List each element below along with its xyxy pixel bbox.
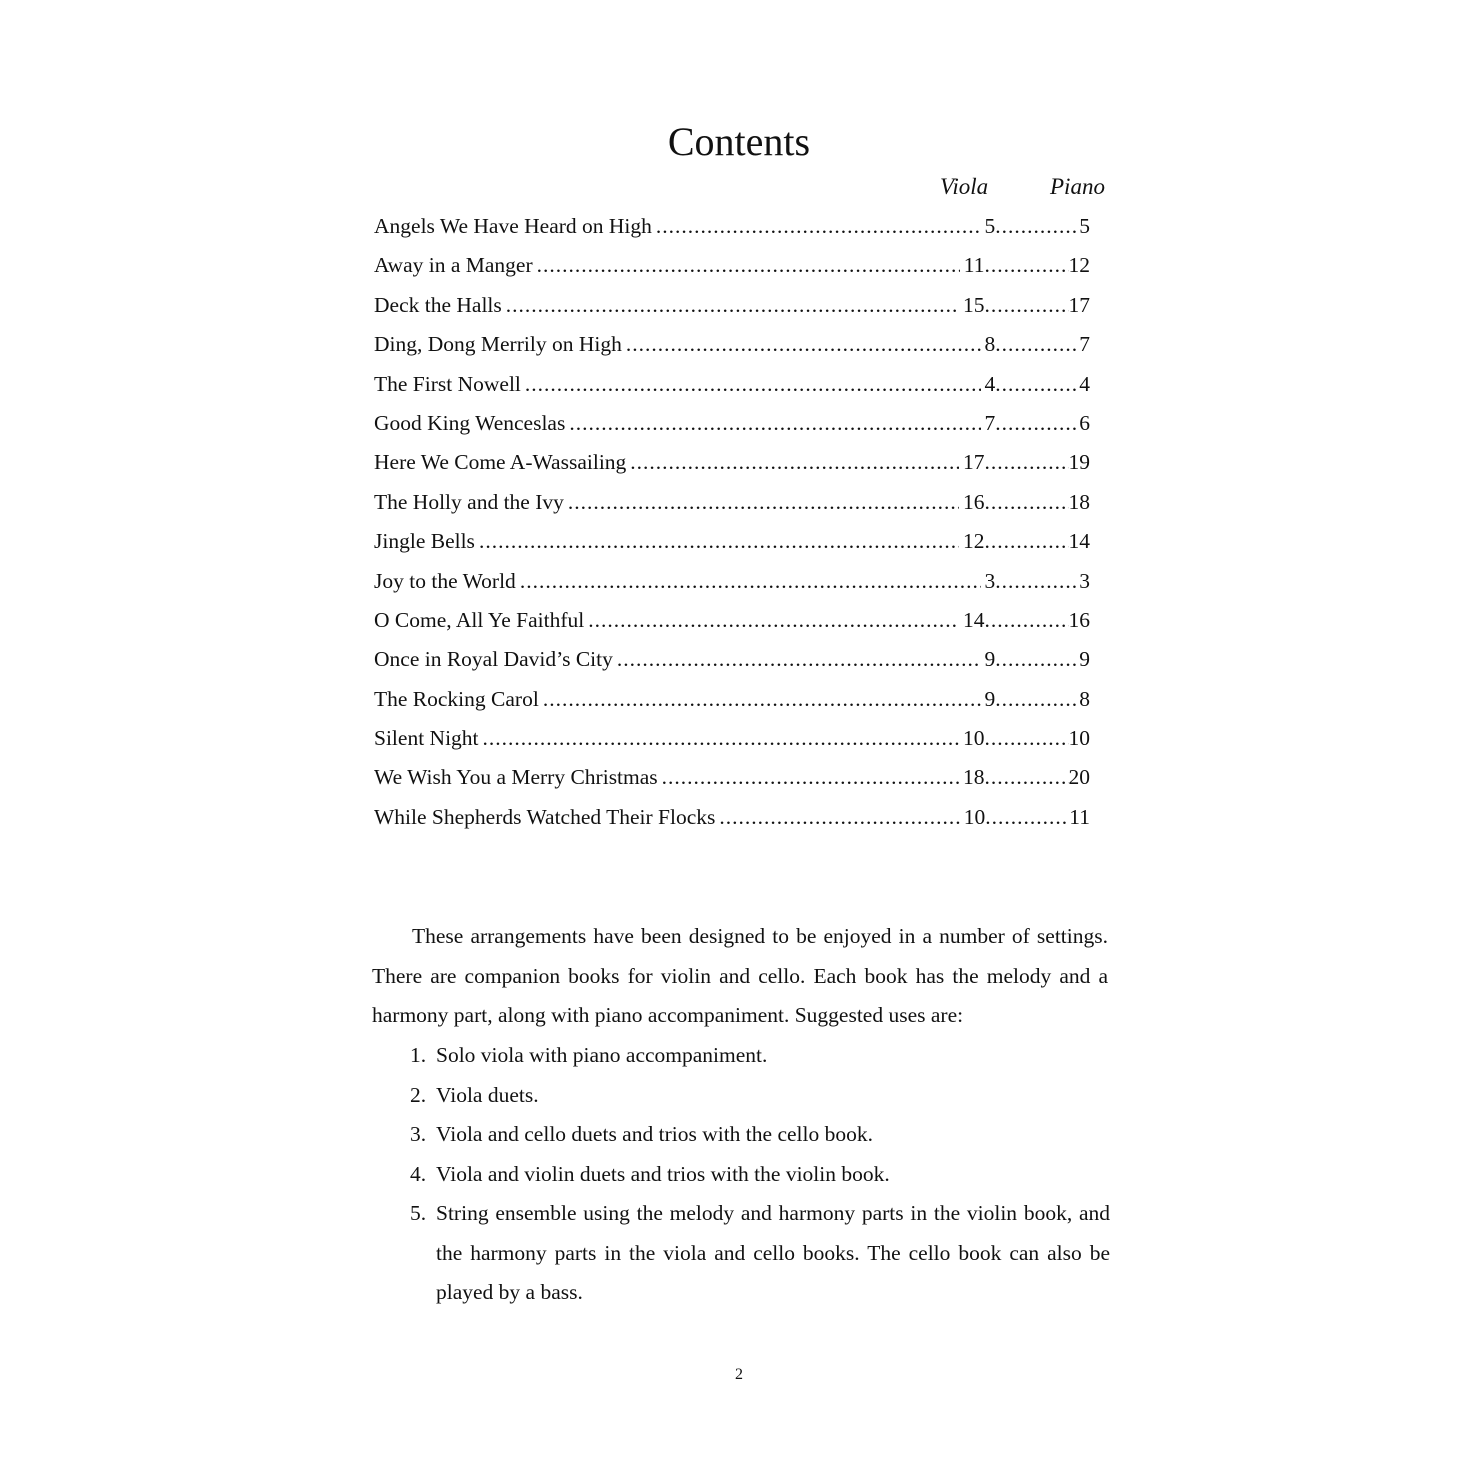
toc-piano-page: 6 — [1079, 410, 1090, 435]
toc-entry — [374, 247, 1090, 286]
toc-viola-page: 12 — [963, 529, 985, 554]
toc-piano-page: 18 — [1068, 489, 1090, 514]
toc-entry-title: The First Nowell — [374, 371, 521, 396]
list-item-text: Viola duets. — [436, 1082, 539, 1107]
page-number: 2 — [735, 1366, 743, 1383]
toc-viola-page: 3 — [984, 568, 996, 593]
toc-leader-dots — [656, 208, 981, 244]
toc-entry-title: Silent Night — [374, 726, 479, 751]
toc-entry-title: O Come, All Ye Faithful — [374, 607, 585, 632]
list-item-number: 4. — [410, 1161, 427, 1186]
toc-leader-dots — [588, 602, 959, 638]
toc-leader-dots — [995, 641, 1079, 677]
toc-leader-dots — [525, 366, 981, 402]
list-item-number: 5. — [410, 1201, 427, 1225]
toc-leader-dots — [995, 326, 1079, 362]
toc-viola-page: 17 — [963, 450, 985, 475]
toc-leader-dots — [985, 602, 1069, 638]
toc-entry — [374, 484, 1090, 523]
toc-piano-page: 20 — [1068, 765, 1090, 790]
toc-entry-title: The Holly and the Ivy — [374, 489, 564, 514]
toc-leader-dots — [995, 563, 1079, 599]
toc-entry — [374, 563, 1090, 602]
toc-entry-title: Good King Wenceslas — [374, 410, 566, 435]
toc-leader-dots — [537, 247, 960, 283]
toc-leader-dots — [985, 523, 1069, 559]
toc-entry — [374, 602, 1090, 641]
list-item-text: Viola and cello duets and trios with the cello book. — [436, 1122, 873, 1146]
toc-leader-dots — [719, 799, 959, 835]
toc-piano-page: 3 — [1079, 568, 1090, 593]
page-title: Contents — [667, 119, 811, 164]
toc-entry-title: Angels We Have Heard on High — [374, 214, 652, 238]
toc-leader-dots — [506, 287, 959, 323]
toc-leader-dots — [985, 759, 1069, 795]
table-of-contents — [374, 208, 1090, 838]
toc-leader-dots — [662, 759, 959, 795]
toc-piano-page: 7 — [1079, 332, 1090, 357]
column-header-piano: Piano — [1050, 174, 1105, 199]
toc-leader-dots — [985, 287, 1069, 323]
toc-entry-title: Once in Royal David’s City — [374, 647, 613, 672]
toc-entry-title: Ding, Dong Merrily on High — [374, 332, 622, 357]
toc-viola-page: 7 — [984, 410, 996, 435]
toc-entry — [374, 641, 1090, 680]
list-item-number: 3. — [410, 1122, 427, 1146]
toc-leader-dots — [483, 720, 959, 756]
intro-paragraph: These arrangements have been designed to be enjoyed in a number of settings. There are companion books for violin and cello. Each book has the melody and a harmony part, along with piano accompaniment. Suggested uses are: — [372, 924, 1108, 1027]
toc-leader-dots — [995, 405, 1079, 441]
toc-leader-dots — [985, 799, 1069, 835]
toc-viola-page: 16 — [963, 489, 985, 514]
toc-entry-title: The Rocking Carol — [374, 686, 539, 711]
toc-viola-page: 14 — [963, 607, 985, 632]
toc-piano-page: 4 — [1079, 371, 1090, 396]
column-header-viola: Viola — [940, 174, 989, 199]
toc-leader-dots — [520, 563, 981, 599]
toc-entry-title: While Shepherds Watched Their Flocks — [374, 804, 716, 829]
toc-piano-page: 12 — [1068, 253, 1090, 278]
toc-entry-title: Away in a Manger — [374, 253, 533, 278]
toc-viola-page: 4 — [984, 371, 996, 396]
toc-entry — [374, 799, 1090, 838]
list-item-text: Solo viola with piano accompaniment. — [436, 1043, 768, 1067]
toc-entry — [374, 405, 1090, 444]
toc-leader-dots — [617, 641, 981, 677]
list-item — [410, 1155, 1110, 1195]
list-item — [410, 1036, 1110, 1076]
toc-piano-page: 11 — [1069, 804, 1090, 829]
list-item-text: String ensemble using the melody and harmony parts in the violin book, and the harmony parts in the viola and cello books. The cello book can also be played by a bass. — [436, 1201, 1110, 1304]
toc-viola-page: 15 — [963, 292, 985, 317]
toc-piano-page: 10 — [1068, 726, 1090, 751]
toc-entry — [374, 366, 1090, 405]
toc-viola-page: 10 — [963, 726, 985, 751]
suggested-uses-list — [410, 1036, 1110, 1313]
toc-piano-page: 5 — [1079, 214, 1090, 238]
list-item — [410, 1194, 1110, 1313]
toc-viola-page: 9 — [984, 686, 996, 711]
toc-entry-title: Deck the Halls — [374, 292, 502, 317]
toc-piano-page: 17 — [1068, 292, 1090, 317]
toc-leader-dots — [569, 405, 980, 441]
list-item-number: 1. — [410, 1043, 427, 1067]
toc-entry — [374, 523, 1090, 562]
toc-leader-dots — [543, 681, 981, 717]
toc-entry — [374, 681, 1090, 720]
toc-viola-page: 5 — [984, 214, 996, 238]
toc-leader-dots — [630, 444, 959, 480]
list-item — [410, 1115, 1110, 1155]
toc-entry — [374, 208, 1090, 247]
toc-entry-title: We Wish You a Merry Christmas — [374, 765, 658, 790]
toc-piano-page: 8 — [1079, 686, 1090, 711]
toc-entry-title: Here We Come A-Wassailing — [374, 450, 627, 475]
toc-entry — [374, 326, 1090, 365]
toc-piano-page: 16 — [1068, 607, 1090, 632]
toc-entry — [374, 444, 1090, 483]
toc-viola-page: 11 — [963, 253, 985, 278]
toc-leader-dots — [479, 523, 959, 559]
toc-viola-page: 18 — [963, 765, 985, 790]
toc-leader-dots — [985, 247, 1069, 283]
toc-viola-page: 10 — [963, 804, 986, 829]
toc-piano-page: 9 — [1079, 647, 1090, 672]
toc-leader-dots — [568, 484, 959, 520]
list-item-number: 2. — [410, 1082, 427, 1107]
toc-leader-dots — [985, 484, 1069, 520]
toc-leader-dots — [626, 326, 981, 362]
toc-entry-title: Joy to the World — [374, 568, 516, 593]
toc-leader-dots — [985, 720, 1069, 756]
list-item — [410, 1076, 1110, 1116]
toc-leader-dots — [995, 208, 1079, 244]
toc-piano-page: 19 — [1068, 450, 1090, 475]
toc-leader-dots — [985, 444, 1069, 480]
toc-piano-page: 14 — [1068, 529, 1090, 554]
toc-entry-title: Jingle Bells — [374, 529, 475, 554]
toc-leader-dots — [995, 681, 1079, 717]
toc-entry — [374, 720, 1090, 759]
toc-leader-dots — [995, 366, 1079, 402]
list-item-text: Viola and violin duets and trios with the violin book. — [436, 1161, 890, 1186]
toc-viola-page: 8 — [984, 332, 996, 357]
toc-entry — [374, 759, 1090, 798]
toc-viola-page: 9 — [984, 647, 996, 672]
toc-entry — [374, 287, 1090, 326]
